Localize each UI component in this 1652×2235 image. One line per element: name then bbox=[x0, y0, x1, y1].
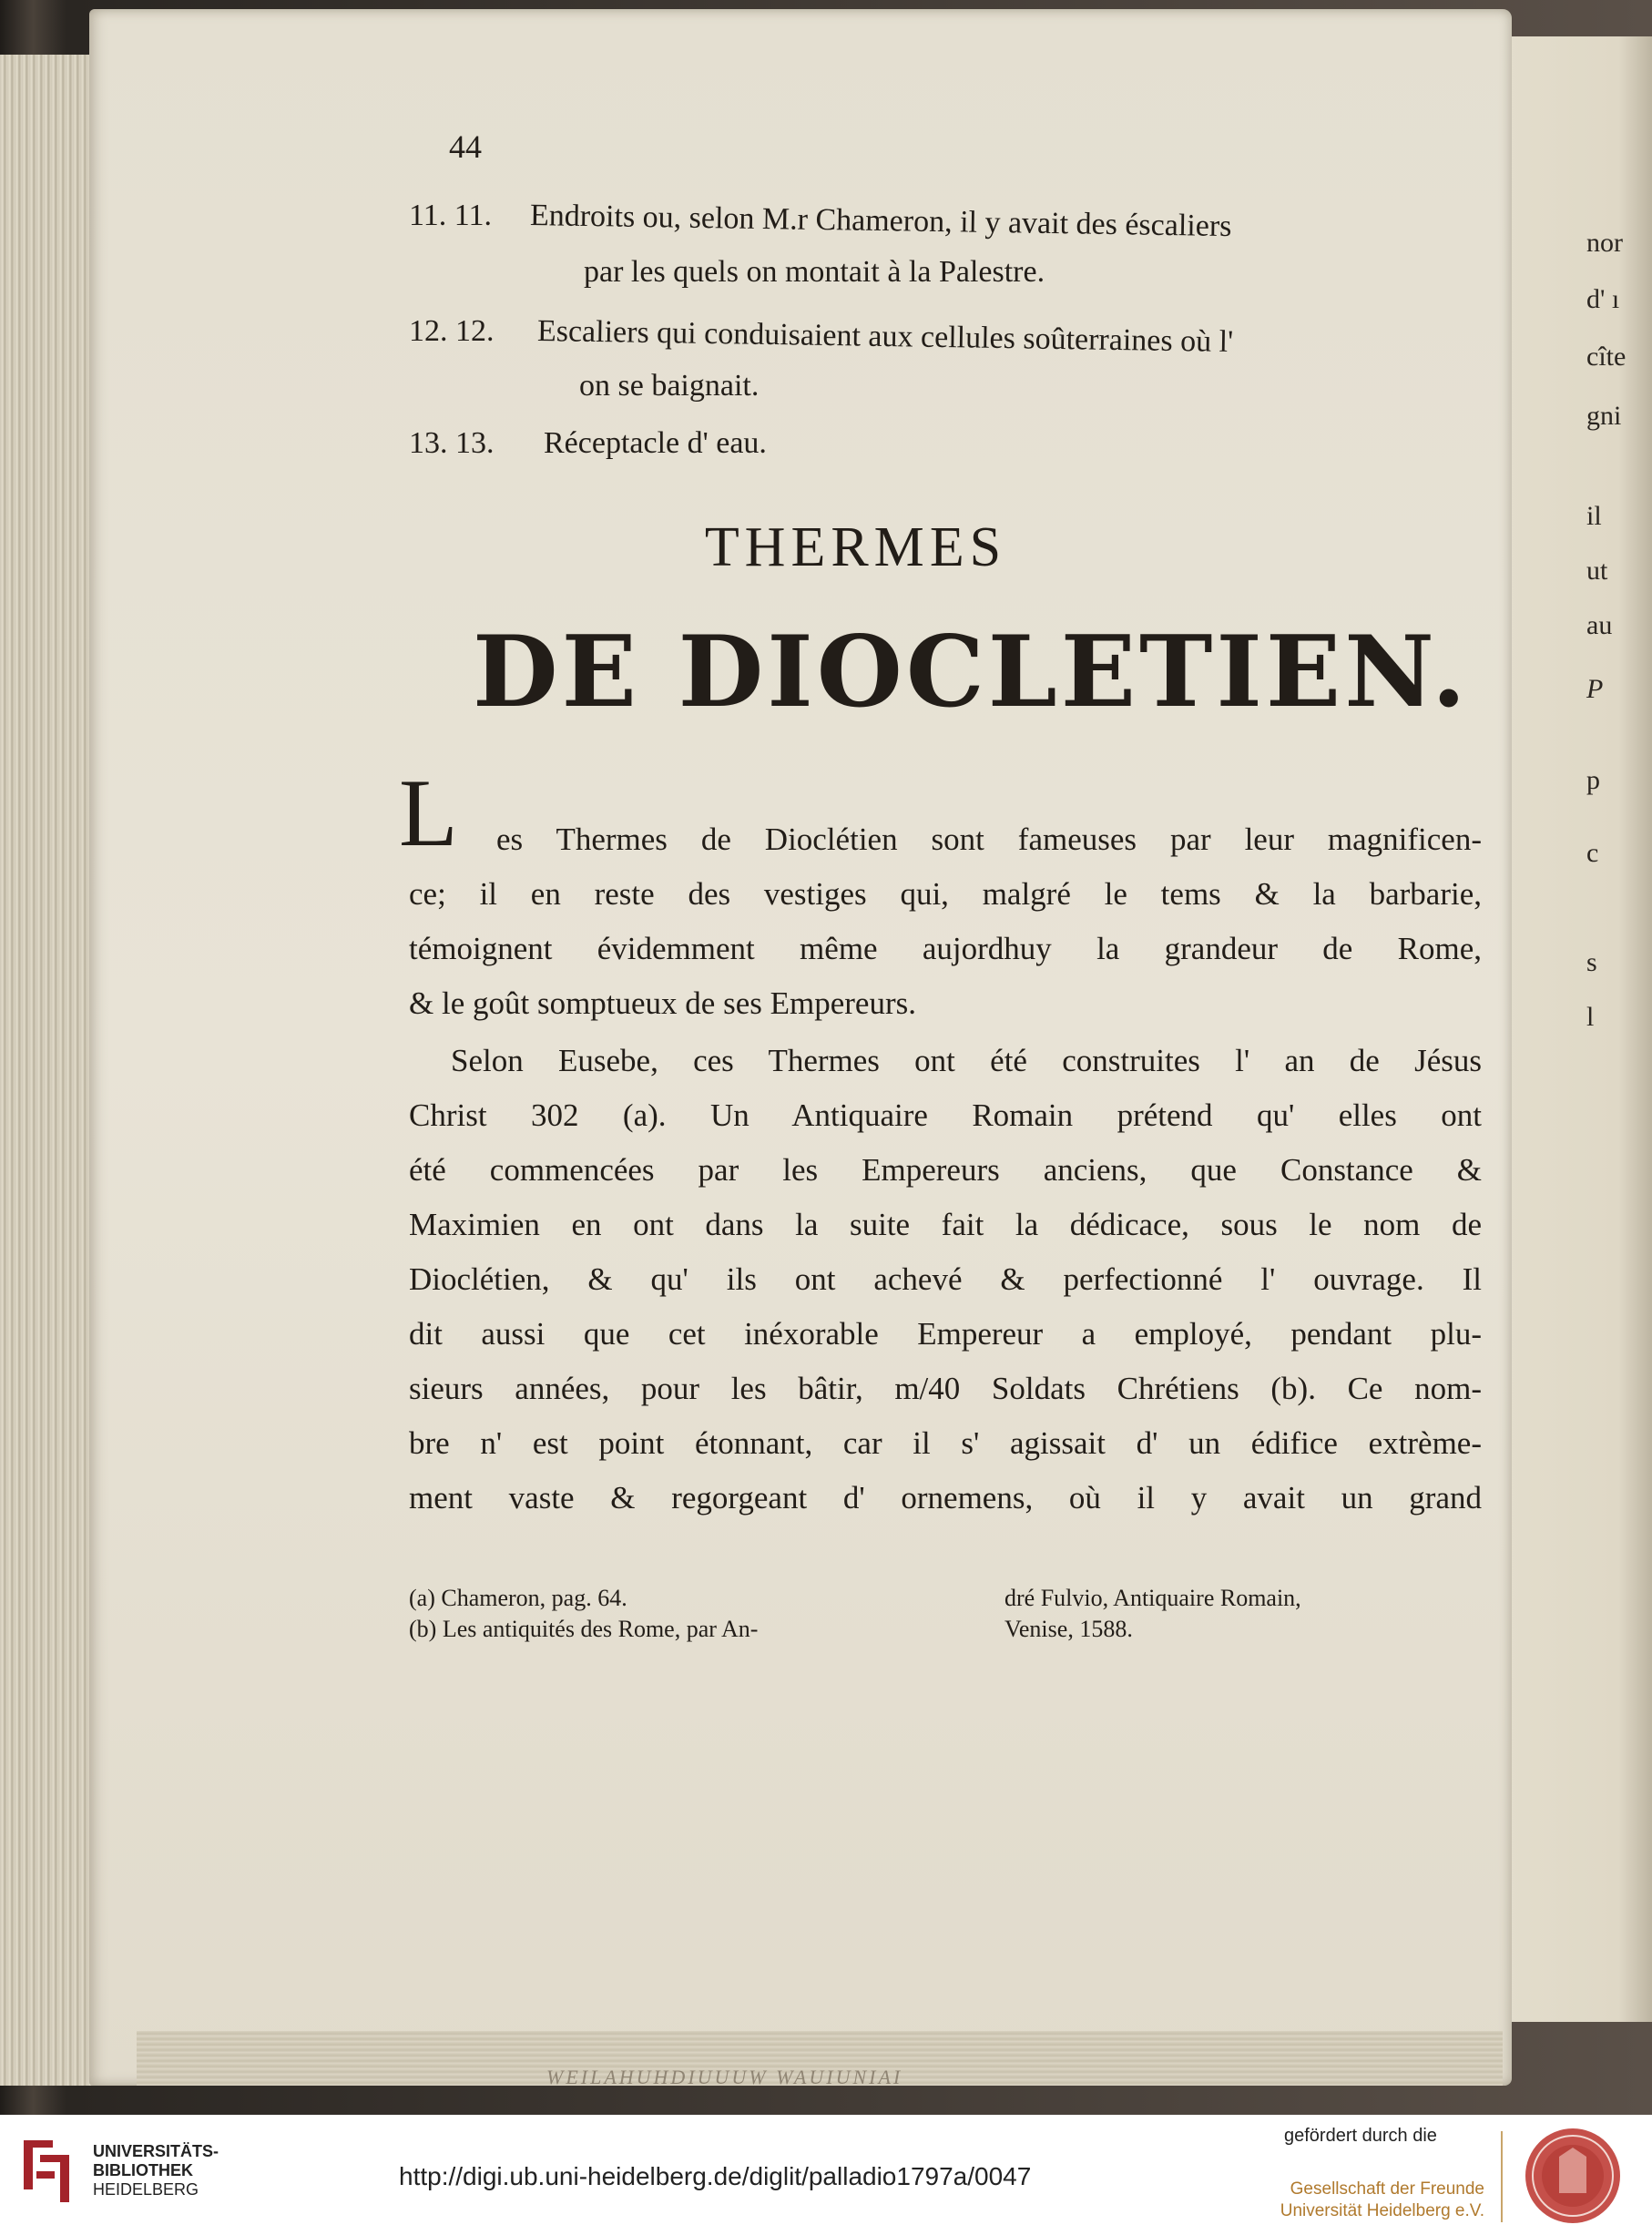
footer-bar bbox=[0, 2115, 1652, 2235]
page-number: 44 bbox=[449, 128, 482, 165]
legend-number: 12. 12. bbox=[409, 314, 495, 348]
paragraph-line: ment vaste & regorgeant d' ornemens, où il y avait un grand bbox=[409, 1480, 1482, 1516]
sponsor-name[interactable] bbox=[1220, 2179, 1484, 2222]
facing-page-fragment: d' ı bbox=[1586, 284, 1620, 314]
paragraph-line: ce; il en reste des vestiges qui, malgré le tems & la barbarie, bbox=[409, 876, 1482, 912]
paragraph-line: & le goût somptueux de ses Empereurs. bbox=[409, 985, 916, 1021]
university-seal-icon bbox=[1523, 2126, 1623, 2226]
legend-text: Escaliers qui conduisaient aux cellules soûterraines où l' bbox=[536, 314, 1234, 360]
paragraph-line: es Thermes de Dioclétien sont fameuses par leur magnificen- bbox=[496, 822, 1482, 857]
facing-page-fragment: ut bbox=[1586, 556, 1608, 586]
drop-cap: L bbox=[399, 760, 458, 866]
left-page-edges bbox=[0, 55, 100, 2086]
paragraph-line: Christ 302 (a). Un Antiquaire Romain prétend qu' elles ont bbox=[409, 1097, 1482, 1133]
sponsor-name-line: Gesellschaft der Freunde bbox=[1290, 2179, 1484, 2199]
facing-page-fragment: l bbox=[1586, 1002, 1595, 1032]
paragraph-line: Selon Eusebe, ces Thermes ont été construites l' an de Jésus bbox=[451, 1043, 1482, 1078]
footnote-line: dré Fulvio, Antiquaire Romain, bbox=[1004, 1585, 1301, 1611]
permalink-url[interactable]: http://digi.ub.uni-heidelberg.de/diglit/palladio1797a/0047 bbox=[399, 2162, 1032, 2190]
legend-text: Endroits ou, selon M.r Chameron, il y avait des éscaliers bbox=[529, 199, 1232, 244]
library-name bbox=[93, 2142, 219, 2199]
footnote-line: (a) Chameron, pag. 64. bbox=[409, 1585, 627, 1611]
legend-text-continued: on se baignait. bbox=[579, 369, 760, 403]
section-title: THERMES bbox=[704, 516, 1007, 578]
section-title-main: DE DIOCLETIEN. bbox=[473, 615, 1470, 730]
library-name-line: BIBLIOTHEK bbox=[93, 2161, 193, 2179]
facing-page-fragment: c bbox=[1586, 838, 1599, 868]
sponsor-label: gefördert durch die bbox=[1284, 2126, 1437, 2146]
library-name-line: UNIVERSITÄTS- bbox=[93, 2142, 219, 2160]
paragraph-line: Dioclétien, & qu' ils ont achevé & perfectionné l' ouvrage. Il bbox=[409, 1261, 1482, 1297]
legend-text: Réceptacle d' eau. bbox=[544, 426, 767, 460]
legend-number: 11. 11. bbox=[409, 199, 492, 232]
binding-text: WEILAHUHDIUUUW WAUIUNIAI bbox=[546, 2066, 903, 2088]
facing-page-fragment: p bbox=[1586, 765, 1600, 795]
footnote-line: Venise, 1588. bbox=[1004, 1616, 1133, 1642]
facing-page-fragment: au bbox=[1586, 610, 1613, 640]
paragraph-line: sieurs années, pour les bâtir, m/40 Soldats Chrétiens (b). Ce nom- bbox=[409, 1371, 1482, 1406]
footnote-line: (b) Les antiquités des Rome, par An- bbox=[409, 1616, 759, 1642]
library-name-line: HEIDELBERG bbox=[93, 2180, 199, 2199]
paragraph-line: été commencées par les Empereurs anciens, que Constance & bbox=[409, 1152, 1482, 1188]
facing-page-fragment: P bbox=[1586, 674, 1604, 704]
paragraph-line: dit aussi que cet inéxorable Empereur a employé, pendant plu- bbox=[409, 1316, 1482, 1352]
facing-page-fragment: cîte bbox=[1586, 342, 1627, 372]
facing-page-fragment: il bbox=[1586, 501, 1602, 531]
sponsor-name-line: Universität Heidelberg e.V. bbox=[1280, 2201, 1484, 2220]
legend-number: 13. 13. bbox=[409, 426, 495, 460]
facing-page-fragment: gni bbox=[1586, 401, 1622, 431]
facing-page-fragment: s bbox=[1586, 947, 1597, 977]
paragraph-line: bre n' est point étonnant, car il s' agissait d' un édifice extrème- bbox=[409, 1425, 1482, 1461]
facing-page-fragment: nor bbox=[1586, 228, 1623, 258]
paragraph-line: Maximien en ont dans la suite fait la dédicace, sous le nom de bbox=[409, 1207, 1482, 1242]
legend-text-continued: par les quels on montait à la Palestre. bbox=[584, 255, 1045, 289]
paragraph-line: témoignent évidemment même aujordhuy la grandeur de Rome, bbox=[409, 931, 1482, 966]
university-library-logo-icon[interactable] bbox=[16, 2135, 80, 2208]
divider bbox=[1501, 2131, 1503, 2222]
